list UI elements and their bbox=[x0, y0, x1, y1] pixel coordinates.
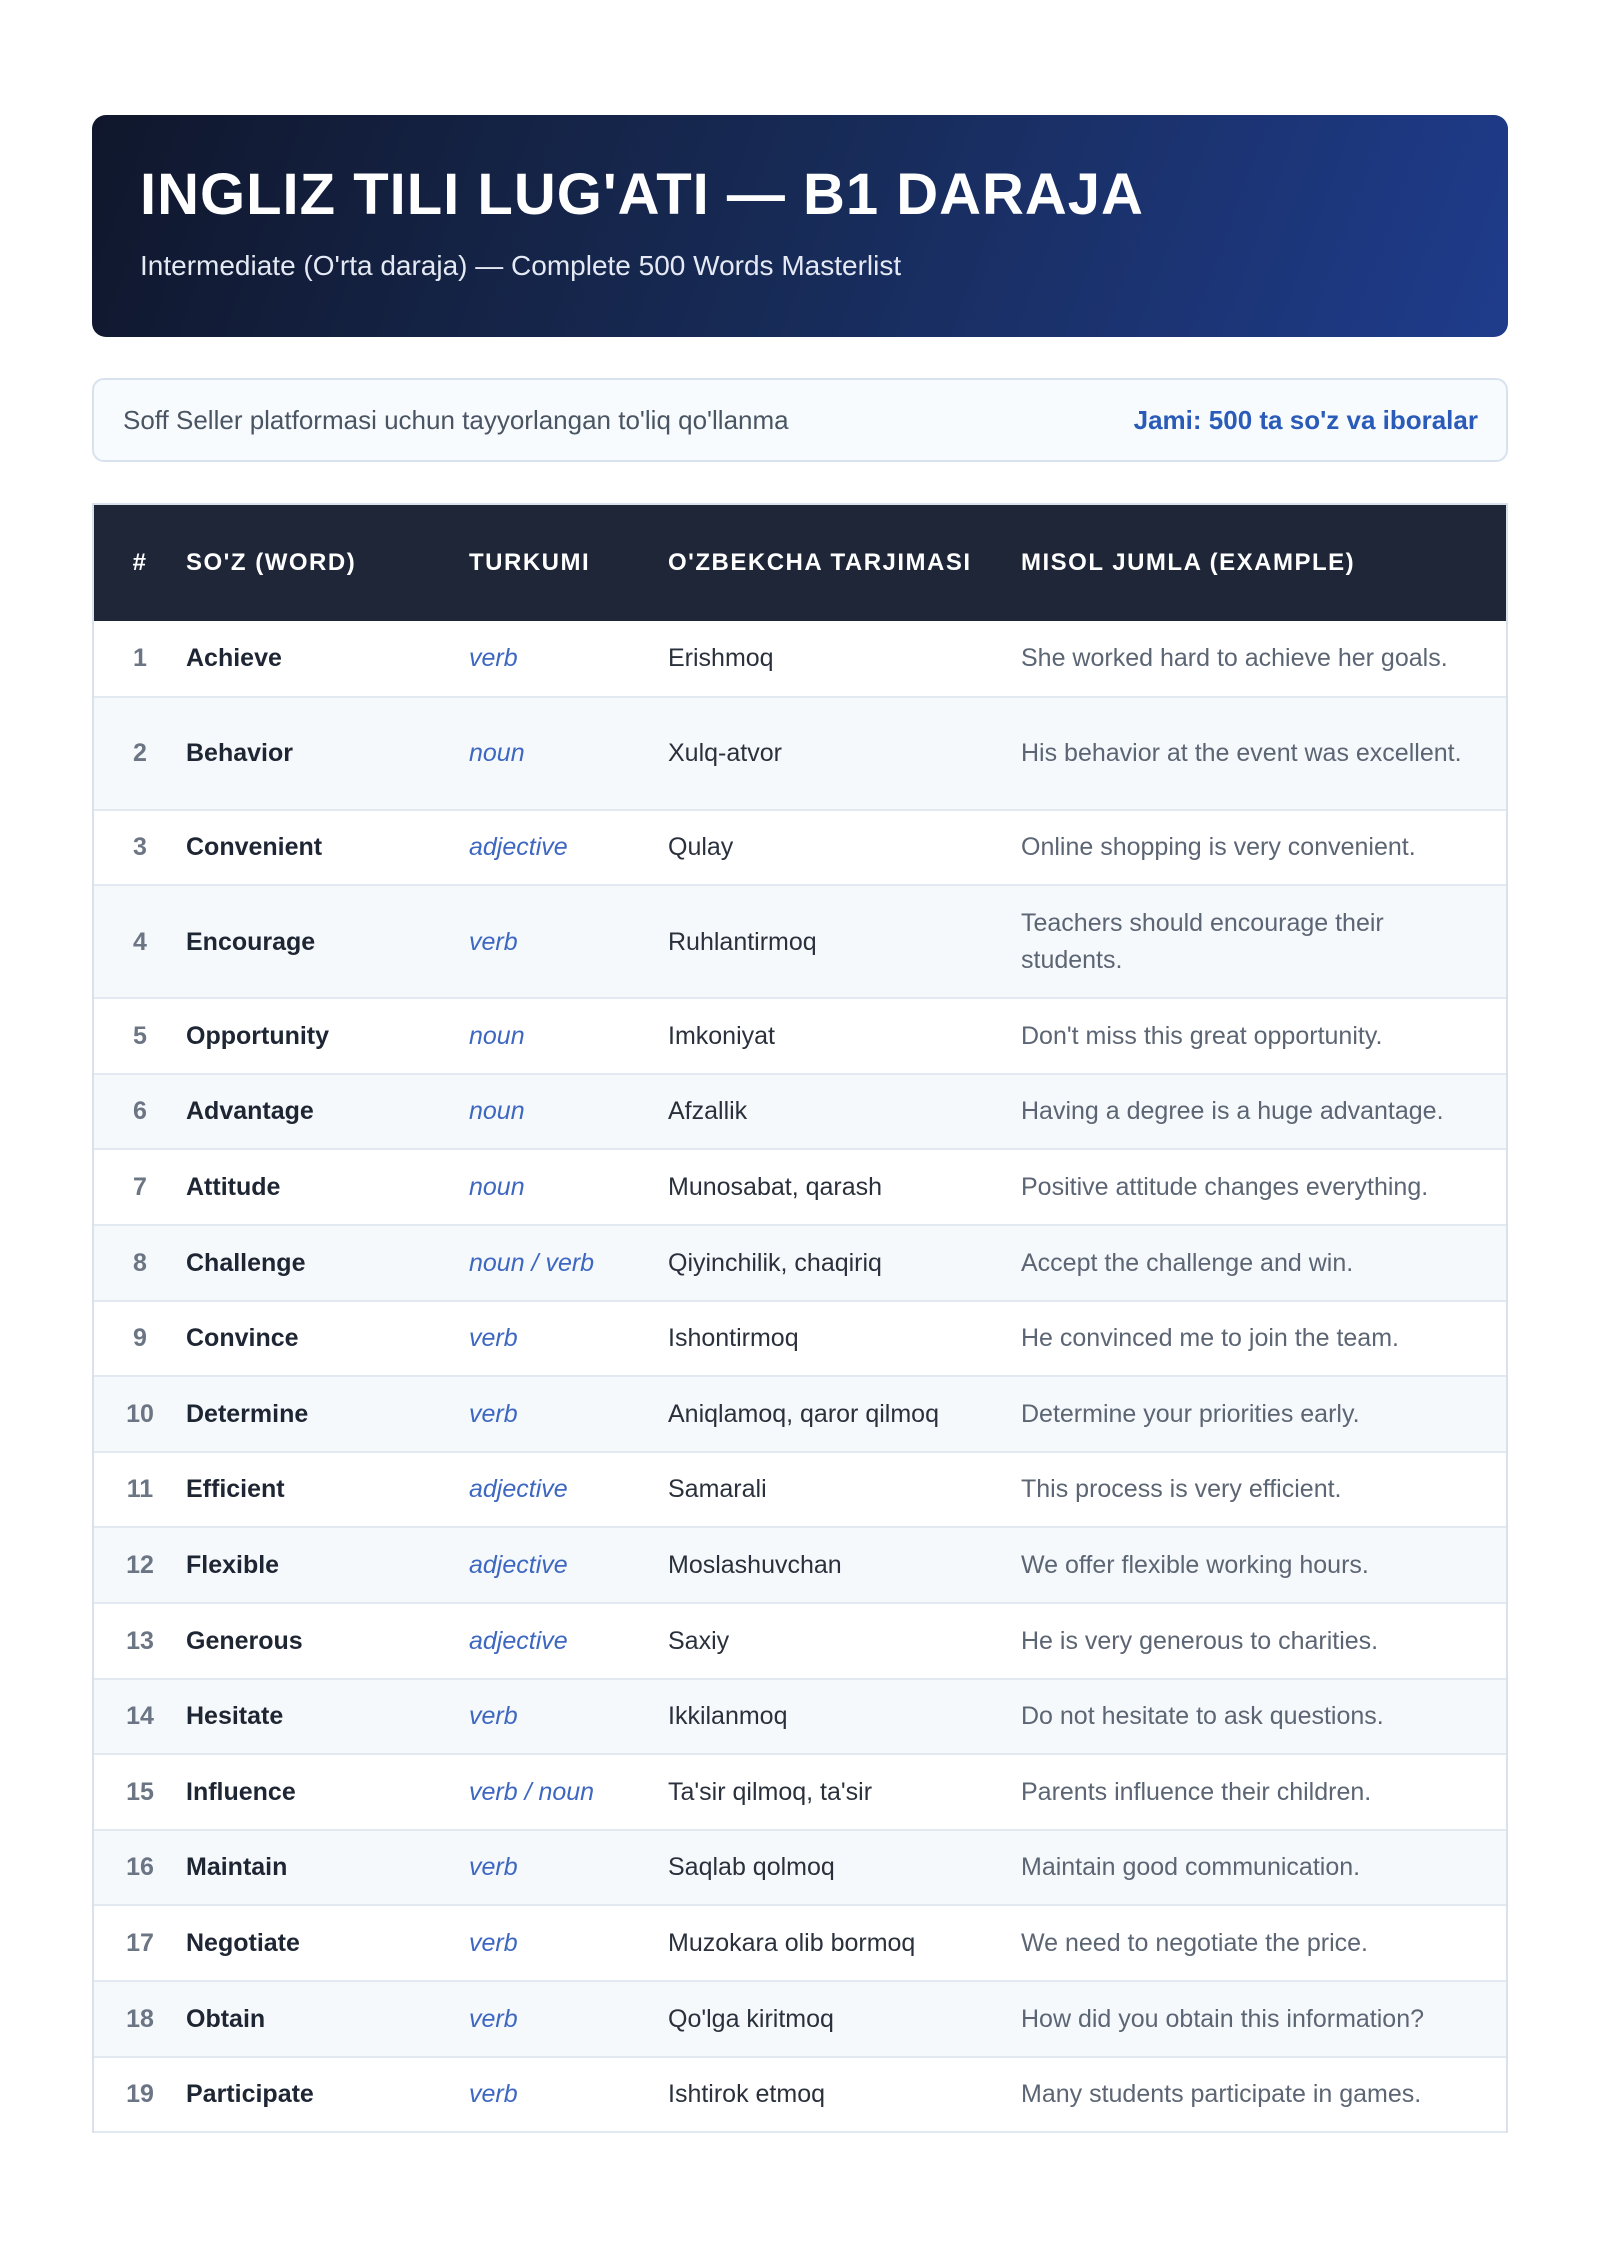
uzbek-translation: Imkoniyat bbox=[668, 1021, 775, 1050]
english-word: Efficient bbox=[186, 1475, 285, 1504]
english-word: Flexible bbox=[186, 1551, 280, 1580]
uzbek-translation: Ishtirok etmoq bbox=[668, 2080, 826, 2109]
example-sentence: Having a degree is a huge advantage. bbox=[1021, 1097, 1444, 1126]
table-row bbox=[94, 885, 1506, 998]
table-row bbox=[94, 1376, 1506, 1452]
part-of-speech: adjective bbox=[469, 1475, 568, 1504]
title-banner bbox=[92, 115, 1508, 337]
english-word: Determine bbox=[186, 1399, 309, 1428]
row-number: 13 bbox=[126, 1626, 154, 1655]
table-row bbox=[94, 621, 1506, 697]
part-of-speech: noun bbox=[469, 1173, 525, 1202]
row-number: 9 bbox=[133, 1324, 147, 1353]
part-of-speech: verb bbox=[469, 1399, 518, 1428]
row-number: 12 bbox=[126, 1551, 154, 1580]
english-word: Behavior bbox=[186, 738, 293, 767]
part-of-speech: verb / noun bbox=[469, 1777, 595, 1806]
row-number: 2 bbox=[133, 738, 147, 767]
info-bar bbox=[92, 378, 1508, 462]
english-word: Encourage bbox=[186, 927, 316, 956]
uzbek-translation: Ikkilanmoq bbox=[668, 1702, 788, 1731]
part-of-speech: verb bbox=[469, 1324, 518, 1353]
part-of-speech: verb bbox=[469, 1928, 518, 1957]
uzbek-translation: Samarali bbox=[668, 1475, 767, 1504]
table-row bbox=[94, 998, 1506, 1074]
row-number: 5 bbox=[133, 1021, 147, 1050]
example-sentence: Parents influence their children. bbox=[1021, 1777, 1372, 1806]
example-sentence: Determine your priorities early. bbox=[1021, 1399, 1360, 1428]
part-of-speech: verb bbox=[469, 2080, 518, 2109]
vocabulary-table-container bbox=[92, 503, 1508, 2133]
part-of-speech: noun bbox=[469, 1097, 525, 1126]
table-row bbox=[94, 1679, 1506, 1755]
english-word: Participate bbox=[186, 2080, 314, 2109]
uzbek-translation: Aniqlamoq, qaror qilmoq bbox=[668, 1399, 939, 1428]
row-number: 8 bbox=[133, 1248, 147, 1277]
example-sentence: Don't miss this great opportunity. bbox=[1021, 1021, 1383, 1050]
uzbek-translation: Saxiy bbox=[668, 1626, 730, 1655]
part-of-speech: verb bbox=[469, 644, 518, 673]
example-sentence: His behavior at the event was excellent. bbox=[1021, 738, 1462, 767]
uzbek-translation: Qo'lga kiritmoq bbox=[668, 2004, 834, 2033]
row-number: 4 bbox=[133, 927, 147, 956]
column-header-example: MISOL JUMLA (EXAMPLE) bbox=[1021, 549, 1356, 576]
english-word: Influence bbox=[186, 1777, 296, 1806]
part-of-speech: verb bbox=[469, 2004, 518, 2033]
example-sentence: Online shopping is very convenient. bbox=[1021, 833, 1416, 862]
uzbek-translation: Qiyinchilik, chaqiriq bbox=[668, 1248, 882, 1277]
example-sentence: He convinced me to join the team. bbox=[1021, 1324, 1399, 1353]
column-header-word: SO'Z (WORD) bbox=[186, 549, 357, 576]
part-of-speech: noun bbox=[469, 1021, 525, 1050]
example-sentence: How did you obtain this information? bbox=[1021, 2004, 1425, 2033]
english-word: Obtain bbox=[186, 2004, 266, 2033]
part-of-speech: adjective bbox=[469, 1551, 568, 1580]
row-number: 6 bbox=[133, 1097, 147, 1126]
table-body bbox=[94, 621, 1506, 2132]
part-of-speech: verb bbox=[469, 1853, 518, 1882]
uzbek-translation: Ta'sir qilmoq, ta'sir bbox=[668, 1777, 873, 1806]
table-row bbox=[94, 697, 1506, 810]
part-of-speech: noun bbox=[469, 738, 525, 767]
uzbek-translation: Qulay bbox=[668, 833, 734, 862]
part-of-speech: noun / verb bbox=[469, 1248, 595, 1277]
example-sentence: Accept the challenge and win. bbox=[1021, 1248, 1354, 1277]
table-row bbox=[94, 1301, 1506, 1377]
row-number: 18 bbox=[126, 2004, 154, 2033]
english-word: Negotiate bbox=[186, 1928, 300, 1957]
uzbek-translation: Xulq-atvor bbox=[668, 738, 782, 767]
uzbek-translation: Ruhlantirmoq bbox=[668, 927, 817, 956]
info-total-count: Jami: 500 ta so'z va iboralar bbox=[1133, 404, 1478, 435]
column-header-translation: O'ZBEKCHA TARJIMASI bbox=[668, 549, 972, 576]
part-of-speech: adjective bbox=[469, 1626, 568, 1655]
table-row bbox=[94, 810, 1506, 886]
uzbek-translation: Erishmoq bbox=[668, 644, 774, 673]
example-sentence: Maintain good communication. bbox=[1021, 1853, 1361, 1882]
info-description: Soff Seller platformasi uchun tayyorlangan to'liq qo'llanma bbox=[123, 404, 789, 435]
table-row bbox=[94, 1754, 1506, 1830]
row-number: 19 bbox=[126, 2080, 154, 2109]
row-number: 3 bbox=[133, 833, 147, 862]
uzbek-translation: Afzallik bbox=[668, 1097, 748, 1126]
example-sentence: Positive attitude changes everything. bbox=[1021, 1173, 1429, 1202]
english-word: Advantage bbox=[186, 1097, 314, 1126]
uzbek-translation: Ishontirmoq bbox=[668, 1324, 799, 1353]
example-sentence: We need to negotiate the price. bbox=[1021, 1928, 1368, 1957]
page-title: INGLIZ TILI LUG'ATI — B1 DARAJA bbox=[140, 162, 1144, 227]
table-row bbox=[94, 2057, 1506, 2133]
part-of-speech: adjective bbox=[469, 833, 568, 862]
row-number: 1 bbox=[133, 644, 147, 673]
english-word: Maintain bbox=[186, 1853, 288, 1882]
english-word: Attitude bbox=[186, 1173, 281, 1202]
table-row bbox=[94, 1452, 1506, 1528]
english-word: Generous bbox=[186, 1626, 303, 1655]
english-word: Hesitate bbox=[186, 1702, 284, 1731]
table-header bbox=[94, 505, 1506, 621]
part-of-speech: verb bbox=[469, 1702, 518, 1731]
uzbek-translation: Munosabat, qarash bbox=[668, 1173, 883, 1202]
example-sentence: We offer flexible working hours. bbox=[1021, 1551, 1369, 1580]
row-number: 11 bbox=[126, 1475, 154, 1504]
column-header-part-of-speech: TURKUMI bbox=[469, 549, 591, 576]
row-number: 14 bbox=[126, 1702, 154, 1731]
row-number: 16 bbox=[126, 1853, 154, 1882]
english-word: Convince bbox=[186, 1324, 299, 1353]
table-row bbox=[94, 1830, 1506, 1906]
table-row bbox=[94, 1905, 1506, 1981]
row-number: 17 bbox=[126, 1928, 154, 1957]
row-number: 7 bbox=[133, 1173, 147, 1202]
part-of-speech: verb bbox=[469, 927, 518, 956]
row-number: 10 bbox=[126, 1399, 154, 1428]
english-word: Convenient bbox=[186, 833, 323, 862]
page-subtitle: Intermediate (O'rta daraja) — Complete 500 Words Masterlist bbox=[140, 249, 902, 281]
uzbek-translation: Saqlab qolmoq bbox=[668, 1853, 835, 1882]
uzbek-translation: Moslashuvchan bbox=[668, 1551, 842, 1580]
uzbek-translation: Muzokara olib bormoq bbox=[668, 1928, 916, 1957]
english-word: Achieve bbox=[186, 644, 282, 673]
table-row bbox=[94, 1149, 1506, 1225]
example-sentence: Many students participate in games. bbox=[1021, 2080, 1422, 2109]
example-sentence: This process is very efficient. bbox=[1021, 1475, 1342, 1504]
table-header-row bbox=[94, 505, 1506, 621]
english-word: Opportunity bbox=[186, 1021, 330, 1050]
example-sentence: She worked hard to achieve her goals. bbox=[1021, 644, 1448, 673]
english-word: Challenge bbox=[186, 1248, 306, 1277]
table-row bbox=[94, 1981, 1506, 2057]
example-sentence: Do not hesitate to ask questions. bbox=[1021, 1702, 1384, 1731]
table-row bbox=[94, 1603, 1506, 1679]
row-number: 15 bbox=[126, 1777, 154, 1806]
table-row bbox=[94, 1527, 1506, 1603]
example-sentence: He is very generous to charities. bbox=[1021, 1626, 1379, 1655]
table-row bbox=[94, 1225, 1506, 1301]
vocabulary-table bbox=[94, 505, 1506, 2133]
column-header-number: # bbox=[132, 549, 148, 576]
table-row bbox=[94, 1074, 1506, 1150]
example-sentence: Teachers should encourage their students. bbox=[1021, 909, 1384, 974]
